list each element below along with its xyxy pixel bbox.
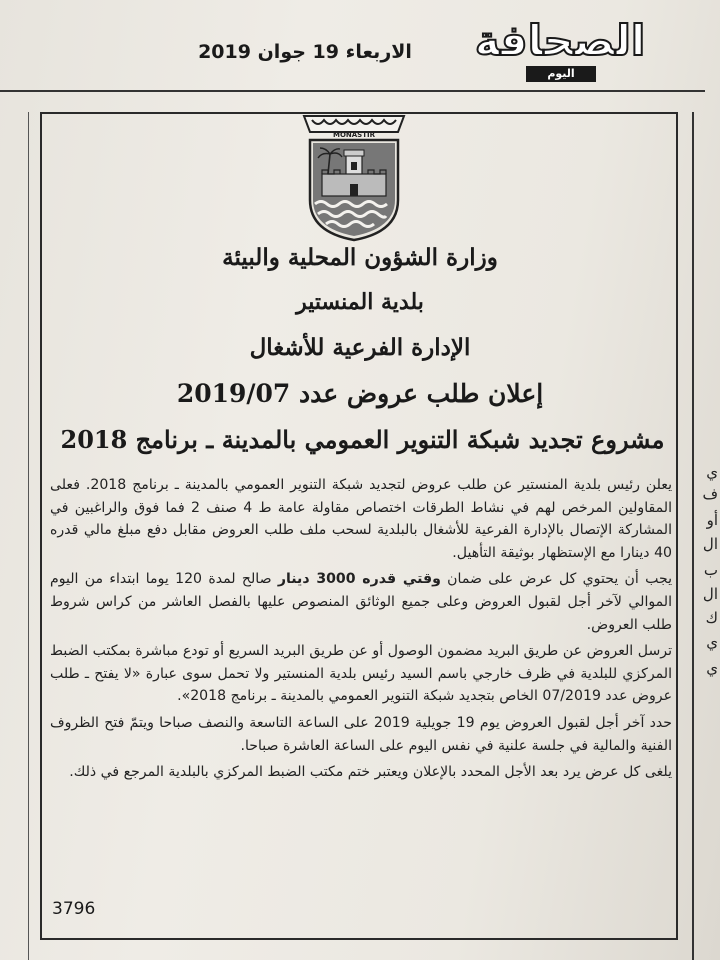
column-fragment: ال [702, 585, 718, 603]
page-header [0, 0, 720, 95]
column-fragment: ك [705, 609, 718, 627]
header-divider [0, 90, 705, 92]
column-fragment: ي [706, 463, 718, 481]
right-neighbour-column [692, 112, 720, 960]
newspaper-logo [470, 14, 650, 82]
emblem-label: MONASTIR [332, 131, 376, 139]
column-fragment: ي [706, 659, 718, 677]
monastir-coat-of-arms-icon [300, 110, 408, 244]
body-paragraph: ترسل العروض عن طريق البريد مضمون الوصول أو عن طريق البريد السريع أو تودع مباشرة بمكتب الضبط المركزي للبلدية في ظرف خارجي باسم السيد رئيس بلدية المنستير ولا تحمل سوى عبارة «لا يفتح ـ طلب عروض عدد 07/2019 الخاص بتجديد شبكة التنوير العمومي بالمدينة ـ برنامج 2018». [50, 643, 672, 705]
ministry-title: وزارة الشؤون المحلية والبيئة [222, 244, 498, 271]
column-fragment: أو [706, 511, 718, 529]
column-fragment: ال [702, 535, 718, 553]
body-text: يجب أن يحتوي كل عرض على ضمان [440, 571, 673, 588]
newspaper-name: الصحافة [474, 16, 646, 65]
body-text: صالح لمدة 120 يوما ابتداء من اليوم الموالي لآخر أجل لقبول العروض وعلى جميع الوثائق المنصوص عليها بالفصل العاشر من كراس شروط طلب العروض. [50, 571, 672, 633]
issue-date: الاربعاء 19 جوان 2019 [198, 41, 412, 63]
column-fragment: ي [706, 633, 718, 651]
column-fragment: ب [703, 561, 718, 579]
department-title: الإدارة الفرعية للأشغال [249, 334, 471, 361]
project-title: مشروع تجديد شبكة التنوير العمومي بالمدينة ـ برنامج 2018 [60, 425, 665, 454]
newspaper-subtitle: اليوم [526, 66, 596, 82]
left-neighbour-column [0, 112, 29, 960]
body-paragraph: حدد آخر أجل لقبول العروض يوم 19 جويلية 2019 على الساعة التاسعة والنصف صباحا ويتمّ فتح الظروف الفنية والمالية في جلسة علنية في نفس اليوم على الساعة العاشرة صباحا. [50, 714, 673, 754]
body-paragraph: يلغى كل عرض يرد بعد الأجل المحدد بالإعلان ويعتبر ختم مكتب الضبط المركزي بالبلدية المرجع في ذلك. [69, 764, 672, 781]
tender-title: إعلان طلب عروض عدد 2019/07 [176, 379, 544, 408]
body-paragraph [50, 568, 672, 636]
announcement-body [50, 474, 672, 894]
page-number: 3796 [52, 899, 96, 919]
column-fragment: ف [702, 485, 718, 503]
body-paragraph: يعلن رئيس بلدية المنستير عن طلب عروض لتجديد شبكة التنوير العمومي بالمدينة ـ برنامج 2018. فعلى المقاولين المرخص لهم في نشاط الطرقات اختصاص مقاولة عامة ط 4 صنف 2 فما فوق والراغبين في المشاركة الإتصال بالإدارة الفرعية للأشغال بالبلدية لسحب ملف طلب العروض مقابل دفع مبلغ مالي قدره 40 دينارا مع الإستظهار بوثيقة التأهيل. [50, 477, 672, 561]
municipality-title: بلدية المنستير [296, 289, 424, 315]
guarantee-amount: وقتي قدره 3000 دينار [277, 571, 441, 588]
